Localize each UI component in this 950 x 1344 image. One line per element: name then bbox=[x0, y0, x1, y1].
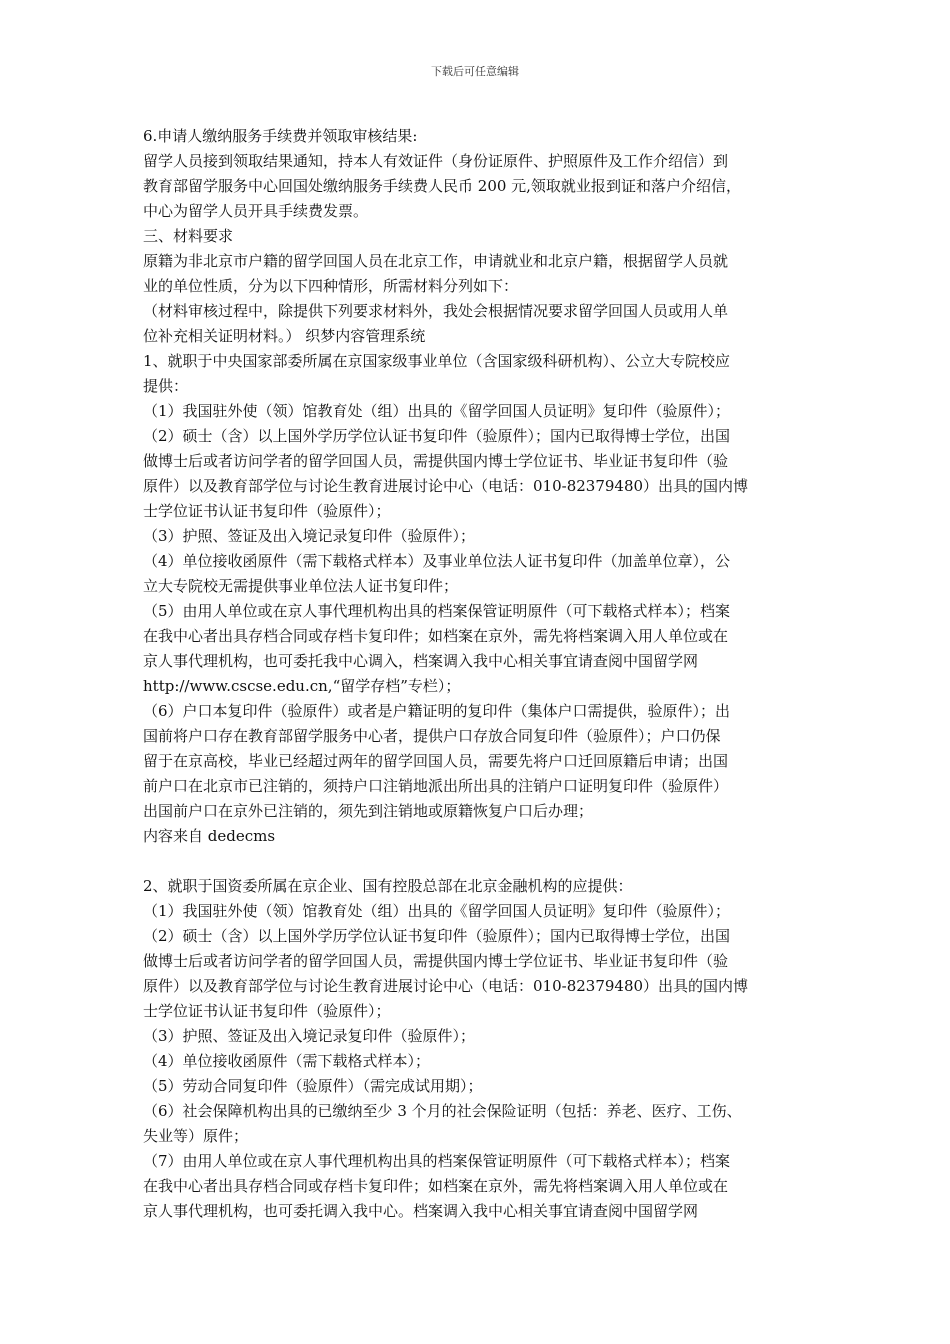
text-line: 中心为留学人员开具手续费发票。 bbox=[143, 202, 369, 220]
text-line: 失业等）原件； bbox=[143, 1127, 249, 1145]
text-line: 原件）以及教育部学位与讨论生教育进展讨论中心（电话：010-82379480）出具的国内博 bbox=[143, 477, 749, 495]
text-line: （1）我国驻外使（领）馆教育处（组）出具的《留学回国人员证明》复印件（验原件）； bbox=[143, 902, 731, 920]
text-line: 国前将户口存在教育部留学服务中心者，提供户口存放合同复印件（验原件）；户口仍保 bbox=[143, 727, 721, 745]
text-line: http://www.cscse.edu.cn,“留学存档”专栏）； bbox=[143, 677, 461, 695]
text-line: （4）单位接收函原件（需下载格式样本）及事业单位法人证书复印件（加盖单位章），公 bbox=[143, 552, 731, 570]
text-line: （5）劳动合同复印件（验原件）（需完成试用期）； bbox=[143, 1077, 483, 1095]
text-line: 立大专院校无需提供事业单位法人证书复印件； bbox=[143, 577, 459, 595]
text-line: （6）户口本复印件（验原件）或者是户籍证明的复印件（集体户口需提供，验原件）；出 bbox=[143, 702, 731, 720]
text-line: 2、就职于国资委所属在京企业、国有控股总部在北京金融机构的应提供： bbox=[143, 877, 633, 895]
text-line: 留于在京高校，毕业已经超过两年的留学回国人员，需要先将户口迁回原籍后申请；出国 bbox=[143, 752, 729, 770]
text-line: 业的单位性质，分为以下四种情形，所需材料分列如下： bbox=[143, 277, 519, 295]
text-line: 教育部留学服务中心回国处缴纳服务手续费人民币 200 元,领取就业报到证和落户介绍信， bbox=[143, 177, 741, 195]
text-line: （5）由用人单位或在京人事代理机构出具的档案保管证明原件（可下载格式样本）；档案 bbox=[143, 602, 731, 620]
page-header: 下载后可任意编辑 bbox=[431, 65, 519, 78]
text-line: 提供： bbox=[143, 377, 189, 395]
text-line: 出国前户口在京外已注销的，须先到注销地或原籍恢复户口后办理； bbox=[143, 802, 594, 820]
text-line: 做博士后或者访问学者的留学回国人员，需提供国内博士学位证书、毕业证书复印件（验 bbox=[143, 452, 729, 470]
text-line: （7）由用人单位或在京人事代理机构出具的档案保管证明原件（可下载格式样本）；档案 bbox=[143, 1152, 731, 1170]
text-line: 1、就职于中央国家部委所属在京国家级事业单位（含国家级科研机构）、公立大专院校应 bbox=[143, 352, 731, 370]
text-line: 做博士后或者访问学者的留学回国人员，需提供国内博士学位证书、毕业证书复印件（验 bbox=[143, 952, 729, 970]
text-line: 京人事代理机构，也可委托我中心调入，档案调入我中心相关事宜请查阅中国留学网 bbox=[143, 652, 699, 670]
text-line: （2）硕士（含）以上国外学历学位认证书复印件（验原件）；国内已取得博士学位，出国 bbox=[143, 927, 731, 945]
text-line: （4）单位接收函原件（需下载格式样本）； bbox=[143, 1052, 431, 1070]
text-line: 6.申请人缴纳服务手续费并领取审核结果: bbox=[143, 127, 418, 145]
text-line: 原籍为非北京市户籍的留学回国人员在北京工作，申请就业和北京户籍，根据留学人员就 bbox=[143, 252, 729, 270]
text-line: （3）护照、签证及出入境记录复印件（验原件）； bbox=[143, 1027, 476, 1045]
text-line: 位补充相关证明材料。） 织梦内容管理系统 bbox=[143, 327, 426, 345]
document-body bbox=[143, 124, 807, 1224]
text-line: 内容来自 dedecms bbox=[143, 827, 276, 845]
text-line: （6）社会保障机构出具的已缴纳至少 3 个月的社会保险证明（包括：养老、医疗、工伤、 bbox=[143, 1102, 742, 1120]
text-line bbox=[143, 849, 807, 874]
text-line: 原件）以及教育部学位与讨论生教育进展讨论中心（电话：010-82379480）出具的国内博 bbox=[143, 977, 749, 995]
text-line: 留学人员接到领取结果通知，持本人有效证件（身份证原件、护照原件及工作介绍信）到 bbox=[143, 152, 729, 170]
text-line: 士学位证书认证书复印件（验原件）； bbox=[143, 1002, 391, 1020]
text-line: 士学位证书认证书复印件（验原件）； bbox=[143, 502, 391, 520]
text-line: （3）护照、签证及出入境记录复印件（验原件）； bbox=[143, 527, 476, 545]
text-line: 前户口在北京市已注销的，须持户口注销地派出所出具的注销户口证明复印件（验原件） bbox=[143, 777, 729, 795]
text-line: 京人事代理机构，也可委托调入我中心。档案调入我中心相关事宜请查阅中国留学网 bbox=[143, 1202, 699, 1220]
text-line: 三、材料要求 bbox=[143, 227, 234, 245]
text-line: （2）硕士（含）以上国外学历学位认证书复印件（验原件）；国内已取得博士学位，出国 bbox=[143, 427, 731, 445]
text-line: （1）我国驻外使（领）馆教育处（组）出具的《留学回国人员证明》复印件（验原件）； bbox=[143, 402, 731, 420]
text-line: 在我中心者出具存档合同或存档卡复印件；如档案在京外，需先将档案调入用人单位或在 bbox=[143, 627, 729, 645]
text-line: 在我中心者出具存档合同或存档卡复印件；如档案在京外，需先将档案调入用人单位或在 bbox=[143, 1177, 729, 1195]
text-line: （材料审核过程中，除提供下列要求材料外，我处会根据情况要求留学回国人员或用人单 bbox=[143, 302, 729, 320]
